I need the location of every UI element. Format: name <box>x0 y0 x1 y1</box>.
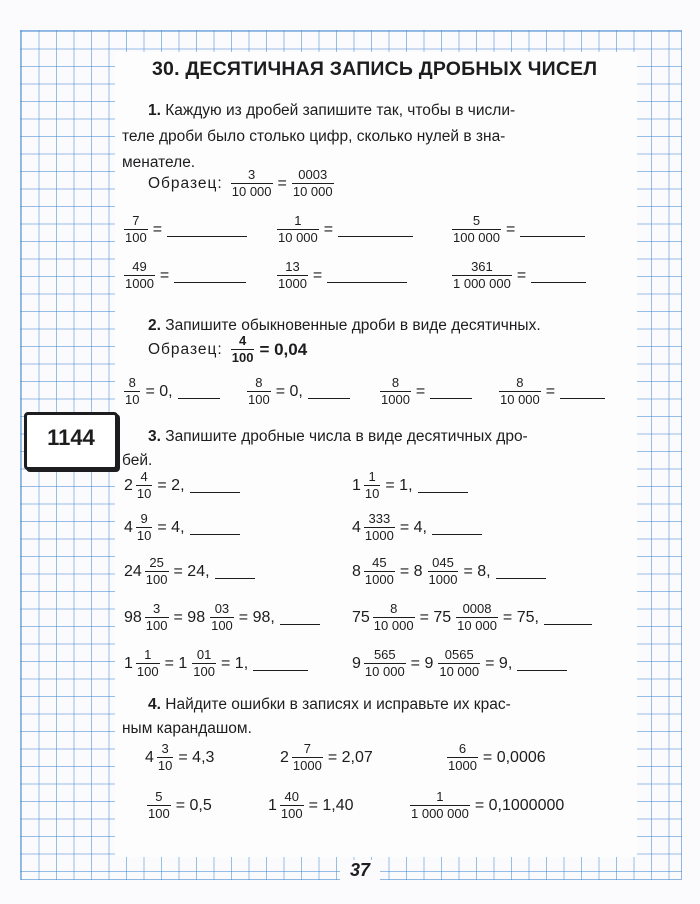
task3-item-1: 2 $\frac{4}{10}$ = 2, <box>124 470 240 501</box>
task2-item-1: $\frac{8}{10}$ = 0, <box>122 376 220 407</box>
exercise-number-badge <box>24 412 118 470</box>
answer-line[interactable] <box>280 610 320 625</box>
task3-item-5: 24 $\frac{25}{100}$ = 24, <box>124 556 255 587</box>
task1-sample: Образец: $\frac{3}{10 000}$ = $\frac{0003}{10 000}$ <box>148 167 333 199</box>
task2-item-2: $\frac{8}{100}$ = 0, <box>245 376 350 407</box>
task4-item-5: 1 $\frac{40}{100}$ = 1,40 <box>268 789 354 821</box>
task1-item-2: $\frac{1}{10 000}$ = <box>275 214 413 245</box>
answer-line[interactable] <box>174 268 246 283</box>
task1-item-1: $\frac{7}{100}$ = <box>122 214 247 245</box>
task3-text-line1: 3. Запишите дробные числа в виде десятичных дро- <box>148 428 528 445</box>
answer-line[interactable] <box>253 656 308 671</box>
task1-item-4: $\frac{49}{1000}$ = <box>122 260 246 291</box>
task3-item-8: 75 $\frac{8}{10 000}$ = 75 $\frac{0008}{10 000}$ = 75, <box>352 602 592 633</box>
answer-line[interactable] <box>190 520 240 535</box>
task4-item-6: $\frac{1}{1 000 000}$ = 0,1000000 <box>411 789 565 821</box>
task1-item-3: $\frac{5}{100 000}$ = <box>450 214 585 245</box>
task4-text-line2: ным карандашом. <box>122 720 252 737</box>
task3-item-9: 1 $\frac{1}{100}$ = 1 $\frac{01}{100}$ = 1, <box>124 648 308 679</box>
badge-number: 1144 <box>47 425 95 450</box>
task2-text: 2. Запишите обыкновенные дроби в виде десятичных. <box>148 317 541 334</box>
task3-item-6: 8 $\frac{45}{1000}$ = 8 $\frac{045}{1000}$ = 8, <box>352 556 546 587</box>
answer-line[interactable] <box>418 478 468 493</box>
task3-item-2: 1 $\frac{1}{10}$ = 1, <box>352 470 468 501</box>
task4-item-3: $\frac{6}{1000}$ = 0,0006 <box>448 741 546 773</box>
task3-text-line2: бей. <box>122 452 153 469</box>
answer-line[interactable] <box>496 564 546 579</box>
task2-sample: Образец: $\frac{4}{100}$ = 0,04 <box>148 333 308 365</box>
answer-line[interactable] <box>430 384 472 399</box>
task3-item-3: 4 $\frac{9}{10}$ = 4, <box>124 512 240 543</box>
task4-text-line1: 4. Найдите ошибки в записях и исправьте их крас- <box>148 696 511 713</box>
task3-item-7: 98 $\frac{3}{100}$ = 98 $\frac{03}{100}$ = 98, <box>124 602 320 633</box>
answer-line[interactable] <box>544 610 592 625</box>
answer-line[interactable] <box>327 268 407 283</box>
answer-line[interactable] <box>520 222 585 237</box>
answer-line[interactable] <box>432 520 482 535</box>
answer-line[interactable] <box>308 384 350 399</box>
answer-line[interactable] <box>531 268 586 283</box>
task3-item-4: 4 $\frac{333}{1000}$ = 4, <box>352 512 482 543</box>
task1-text-line3: менателе. <box>122 154 196 171</box>
task1-text-line1: 1. Каждую из дробей запишите так, чтобы в числи- <box>148 102 516 119</box>
task4-item-2: 2 $\frac{7}{1000}$ = 2,07 <box>280 741 373 773</box>
answer-line[interactable] <box>338 222 413 237</box>
task3-item-10: 9 $\frac{565}{10 000}$ = 9 $\frac{0565}{10 000}$ = 9, <box>352 648 567 679</box>
task2-item-4: $\frac{8}{10 000}$ = <box>497 376 605 407</box>
answer-line[interactable] <box>215 564 255 579</box>
answer-line[interactable] <box>178 384 220 399</box>
answer-line[interactable] <box>560 384 605 399</box>
answer-line[interactable] <box>167 222 247 237</box>
answer-line[interactable] <box>517 656 567 671</box>
task1-item-6: $\frac{361}{1 000 000}$ = <box>450 260 586 291</box>
task2-item-3: $\frac{8}{1000}$ = <box>378 376 472 407</box>
task4-item-4: $\frac{5}{100}$ = 0,5 <box>148 789 212 821</box>
task1-text-line2: теле дроби было столько цифр, сколько нулей в зна- <box>122 128 506 145</box>
task1-item-5: $\frac{13}{1000}$ = <box>275 260 407 291</box>
page-number: 37 <box>340 860 380 881</box>
task4-item-1: 4 $\frac{3}{10}$ = 4,3 <box>145 741 215 773</box>
answer-line[interactable] <box>190 478 240 493</box>
page-title: 30. ДЕСЯТИЧНАЯ ЗАПИСЬ ДРОБНЫХ ЧИСЕЛ <box>152 58 598 80</box>
